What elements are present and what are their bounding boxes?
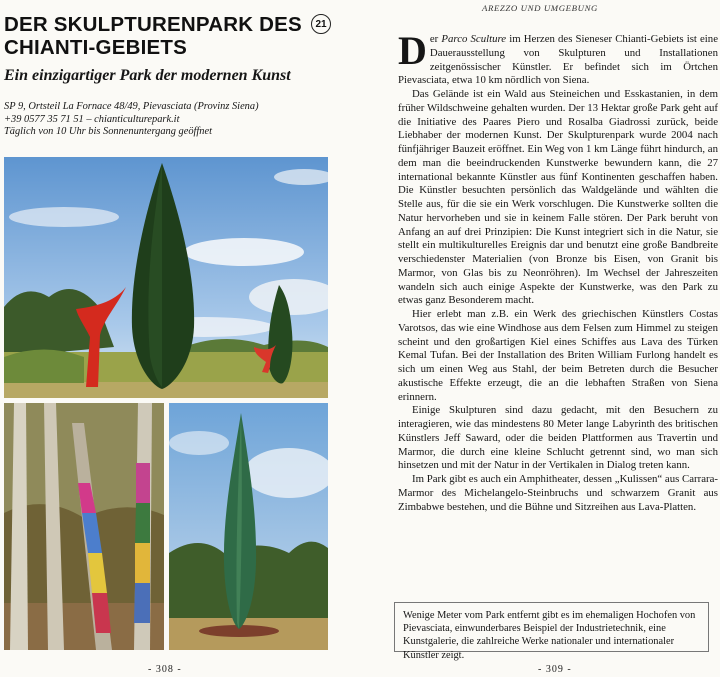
page-number-right: - 309 - [538, 664, 572, 675]
page-title: DER SKULPTURENPARK DES CHIANTI-GEBIETS [4, 13, 302, 59]
drop-cap: D [398, 28, 427, 73]
paragraph: Das Gelände ist ein Wald aus Steineichen und Esskastanien, in dem früher Wildschweine gehalten wurden. Der 13 Hektar große Park geht auf die Initiative des Paares Piero und Rosalba Giadrossi zurück, beide Liebhaber der modernen Kunst. Der Skulpturenpark wurde 2004 nach fünfjähriger Bauzeit eröffnet. Ein Weg von 1 km Länge führt hindurch, an dem man die beeindruckenden Kunstwerke bewundern kann, die 27 international bekannte Künstler aus fünf Kontinenten geschaffen haben. Die Künstler besuchten persönlich das Waldgelände und wählten die Stelle aus, für die sie ein Werk vorschlugen. Die Kunstwerke sollten die Natur hervorheben und sie in keinem Falle stören. Der Park beruht von Anfang an auf drei Prinzipien: Die Kunst integriert sich in die Natur, sie stellt ein multikulturelles Ereignis dar und benutzt eine große Bandbreite verschiedenster Materialien (von Bronze bis Eisen, von Granit bis Marmor, von Glas bis zu Neonröhren). Im Wechsel der Jahreszeiten wandeln sich auch einige Aspekte der Kunstwerke, was den Park zu etwas ganz Besonderem macht. [398, 88, 718, 307]
info-box: Wenige Meter vom Park entfernt gibt es im ehemaligen Hochofen von Pievasciata, einwunderbares Beispiel der Industrietechnik, eine Kunstgalerie, die zahlreiche Werke nationaler und internationaler Künstler zeigt. [394, 602, 709, 652]
paragraph-intro: Der Parco Sculture im Herzen des Sieneser Chianti-Gebiets ist eine Dauerausstellung von Skulpturen und Installationen zeitgenössischer Künstler. Er befindet sich im Örtchen Pievasciata, etwa 10 km nördlich von Siena. [398, 28, 719, 87]
chapter-number-badge: 21 [311, 14, 331, 34]
photo-painted-trees [4, 403, 164, 650]
running-head: AREZZO UND UMGEBUNG [482, 3, 598, 13]
park-name: Parco Sculture [441, 33, 507, 45]
address-line: SP 9, Ortsteil La Fornace 48/49, Pievasciata (Provinz Siena) [4, 101, 259, 112]
article-body [398, 28, 719, 514]
address-info [4, 101, 344, 139]
page-subtitle: Ein einzigartiger Park der modernen Kunst [4, 67, 291, 84]
photo-glass-sculpture [169, 403, 328, 650]
paragraph: Einige Skulpturen sind dazu gedacht, mit den Besuchern zu interagieren, wie das mindestens 80 Meter lange Labyrinth des britischen Künstlers Jeff Saward, oder die beiden Plattformen aus Travertin und Marmor, die durch eine kleine Schlucht getrennt sind, wo man sich hinsetzen und mit der Natur in der Vertikalen in Dialog treten kann. [398, 404, 718, 472]
paragraph: Im Park gibt es auch ein Amphitheater, dessen „Kulissen“ aus Carrara-Marmor des Michelangelo-Steinbruchs und schwarzem Granit aus Zimbabwe bestehen, und die Bühne und Sitzreihen aus Lava-Platten. [398, 473, 718, 513]
page-number-left: - 308 - [148, 664, 182, 675]
paragraph: Hier erlebt man z.B. ein Werk des griechischen Künstlers Costas Varotsos, das wie eine Windhose aus dem Felsen zum Himmel zu steigen scheint und den großartigen Kiel eines Schiffes aus Lava des Türken Kemal Tufan. Bei der Installation des Briten William Furlong handelt es sich um einen Weg aus Stahl, der beim Betreten durch die Besucher akustische Effekte erzeugt, die an die lebhaften Straßen von Siena erinnern. [398, 308, 718, 403]
contact-line: +39 0577 35 71 51 – chianticulturepark.it [4, 113, 180, 125]
photo-cypress-landscape [4, 157, 328, 398]
opening-hours-line: Täglich von 10 Uhr bis Sonnenuntergang geöffnet [4, 126, 212, 138]
